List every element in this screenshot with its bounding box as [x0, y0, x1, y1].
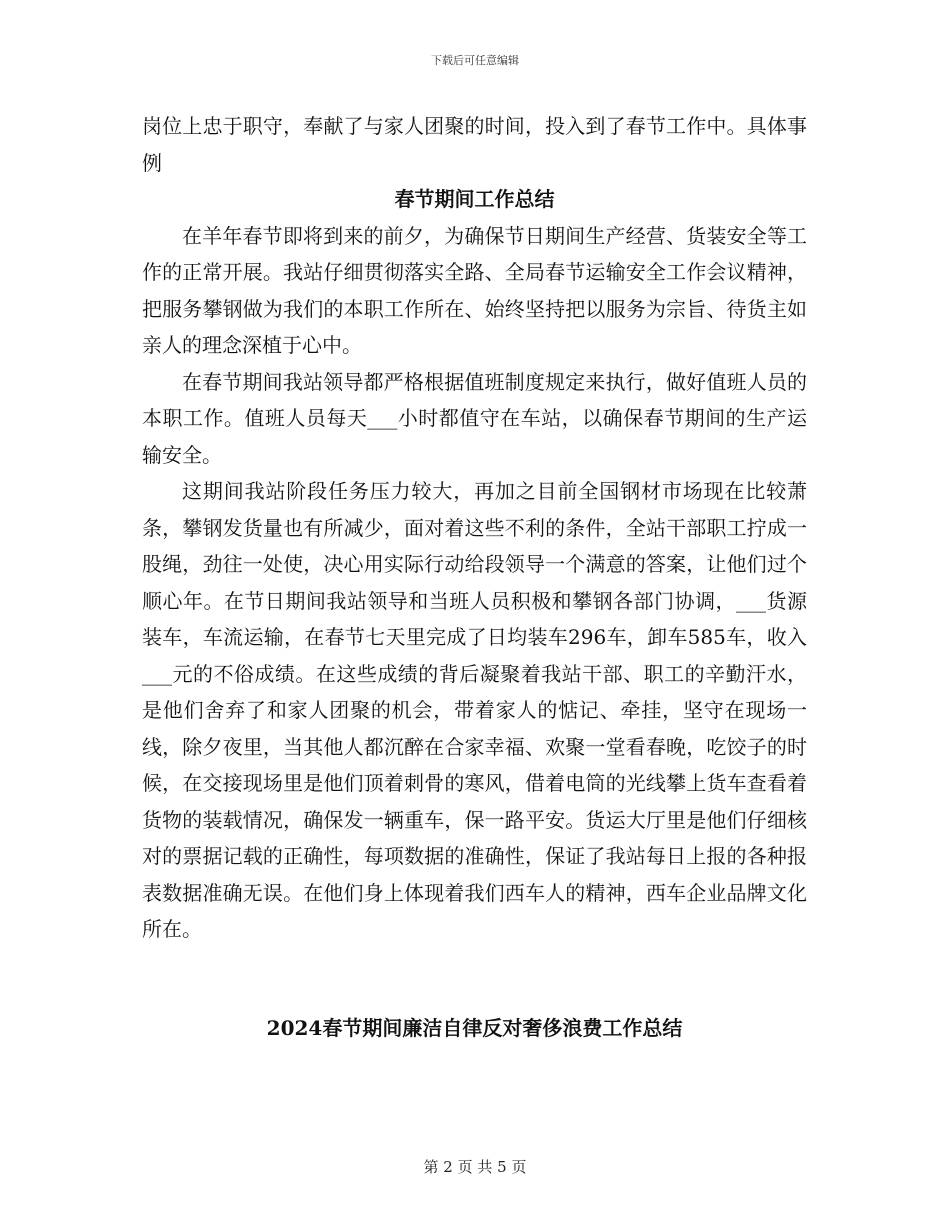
paragraph-2: 在春节期间我站领导都严格根据值班制度规定来执行，做好值班人员的本职工作。值班人员每天___小时都值守在车站，以确保春节期间的生产运输安全。: [142, 369, 807, 467]
paragraph-1: 在羊年春节即将到来的前夕，为确保节日期间生产经营、货装安全等工作的正常开展。我站仔细贯彻落实全路、全局春节运输安全工作会议精神，把服务攀钢做为我们的本职工作所在、始终坚持把以服务为宗旨、待货主如亲人的理念深植于心中。: [142, 223, 807, 357]
paragraph-3: 这期间我站阶段任务压力较大，再加之目前全国钢材市场现在比较萧条，攀钢发货量也有所减少，面对着这些不利的条件，全站干部职工拧成一股绳，劲往一处使，决心用实际行动给段领导一个满意的答案，让他们过个顺心年。在节日期间我站领导和当班人员积极和攀钢各部门协调，___货源装车，车流运输，在春节七天里完成了日均装车296车，卸车585车，收入___元的不俗成绩。在这些成绩的背后凝聚着我站干部、职工的辛勤汗水，是他们舍弃了和家人团聚的机会，带着家人的惦记、牵挂，坚守在现场一线，除夕夜里，当其他人都沉醉在合家幸福、欢聚一堂看春晚，吃饺子的时候，在交接现场里是他们顶着刺骨的寒风，借着电筒的光线攀上货车查看着货物的装载情况，确保发一辆重车，保一路平安。货运大厅里是他们仔细核对的票据记载的正确性，每项数据的准确性，保证了我站每日上报的各种报表数据准确无误。在他们身上体现着我们西车人的精神，西车企业品牌文化所在。: [142, 479, 807, 941]
page-header: 下载后可任意编辑: [431, 54, 519, 67]
continuation-text: 岗位上忠于职守，奉献了与家人团聚的时间，投入到了春节工作中。具体事例: [142, 114, 807, 175]
next-section-title: 2024春节期间廉洁自律反对奢侈浪费工作总结: [266, 1016, 683, 1040]
section-title: 春节期间工作总结: [394, 187, 555, 211]
document-body: [142, 108, 807, 948]
page-number: 第 2 页 共 5 页: [423, 1158, 527, 1176]
